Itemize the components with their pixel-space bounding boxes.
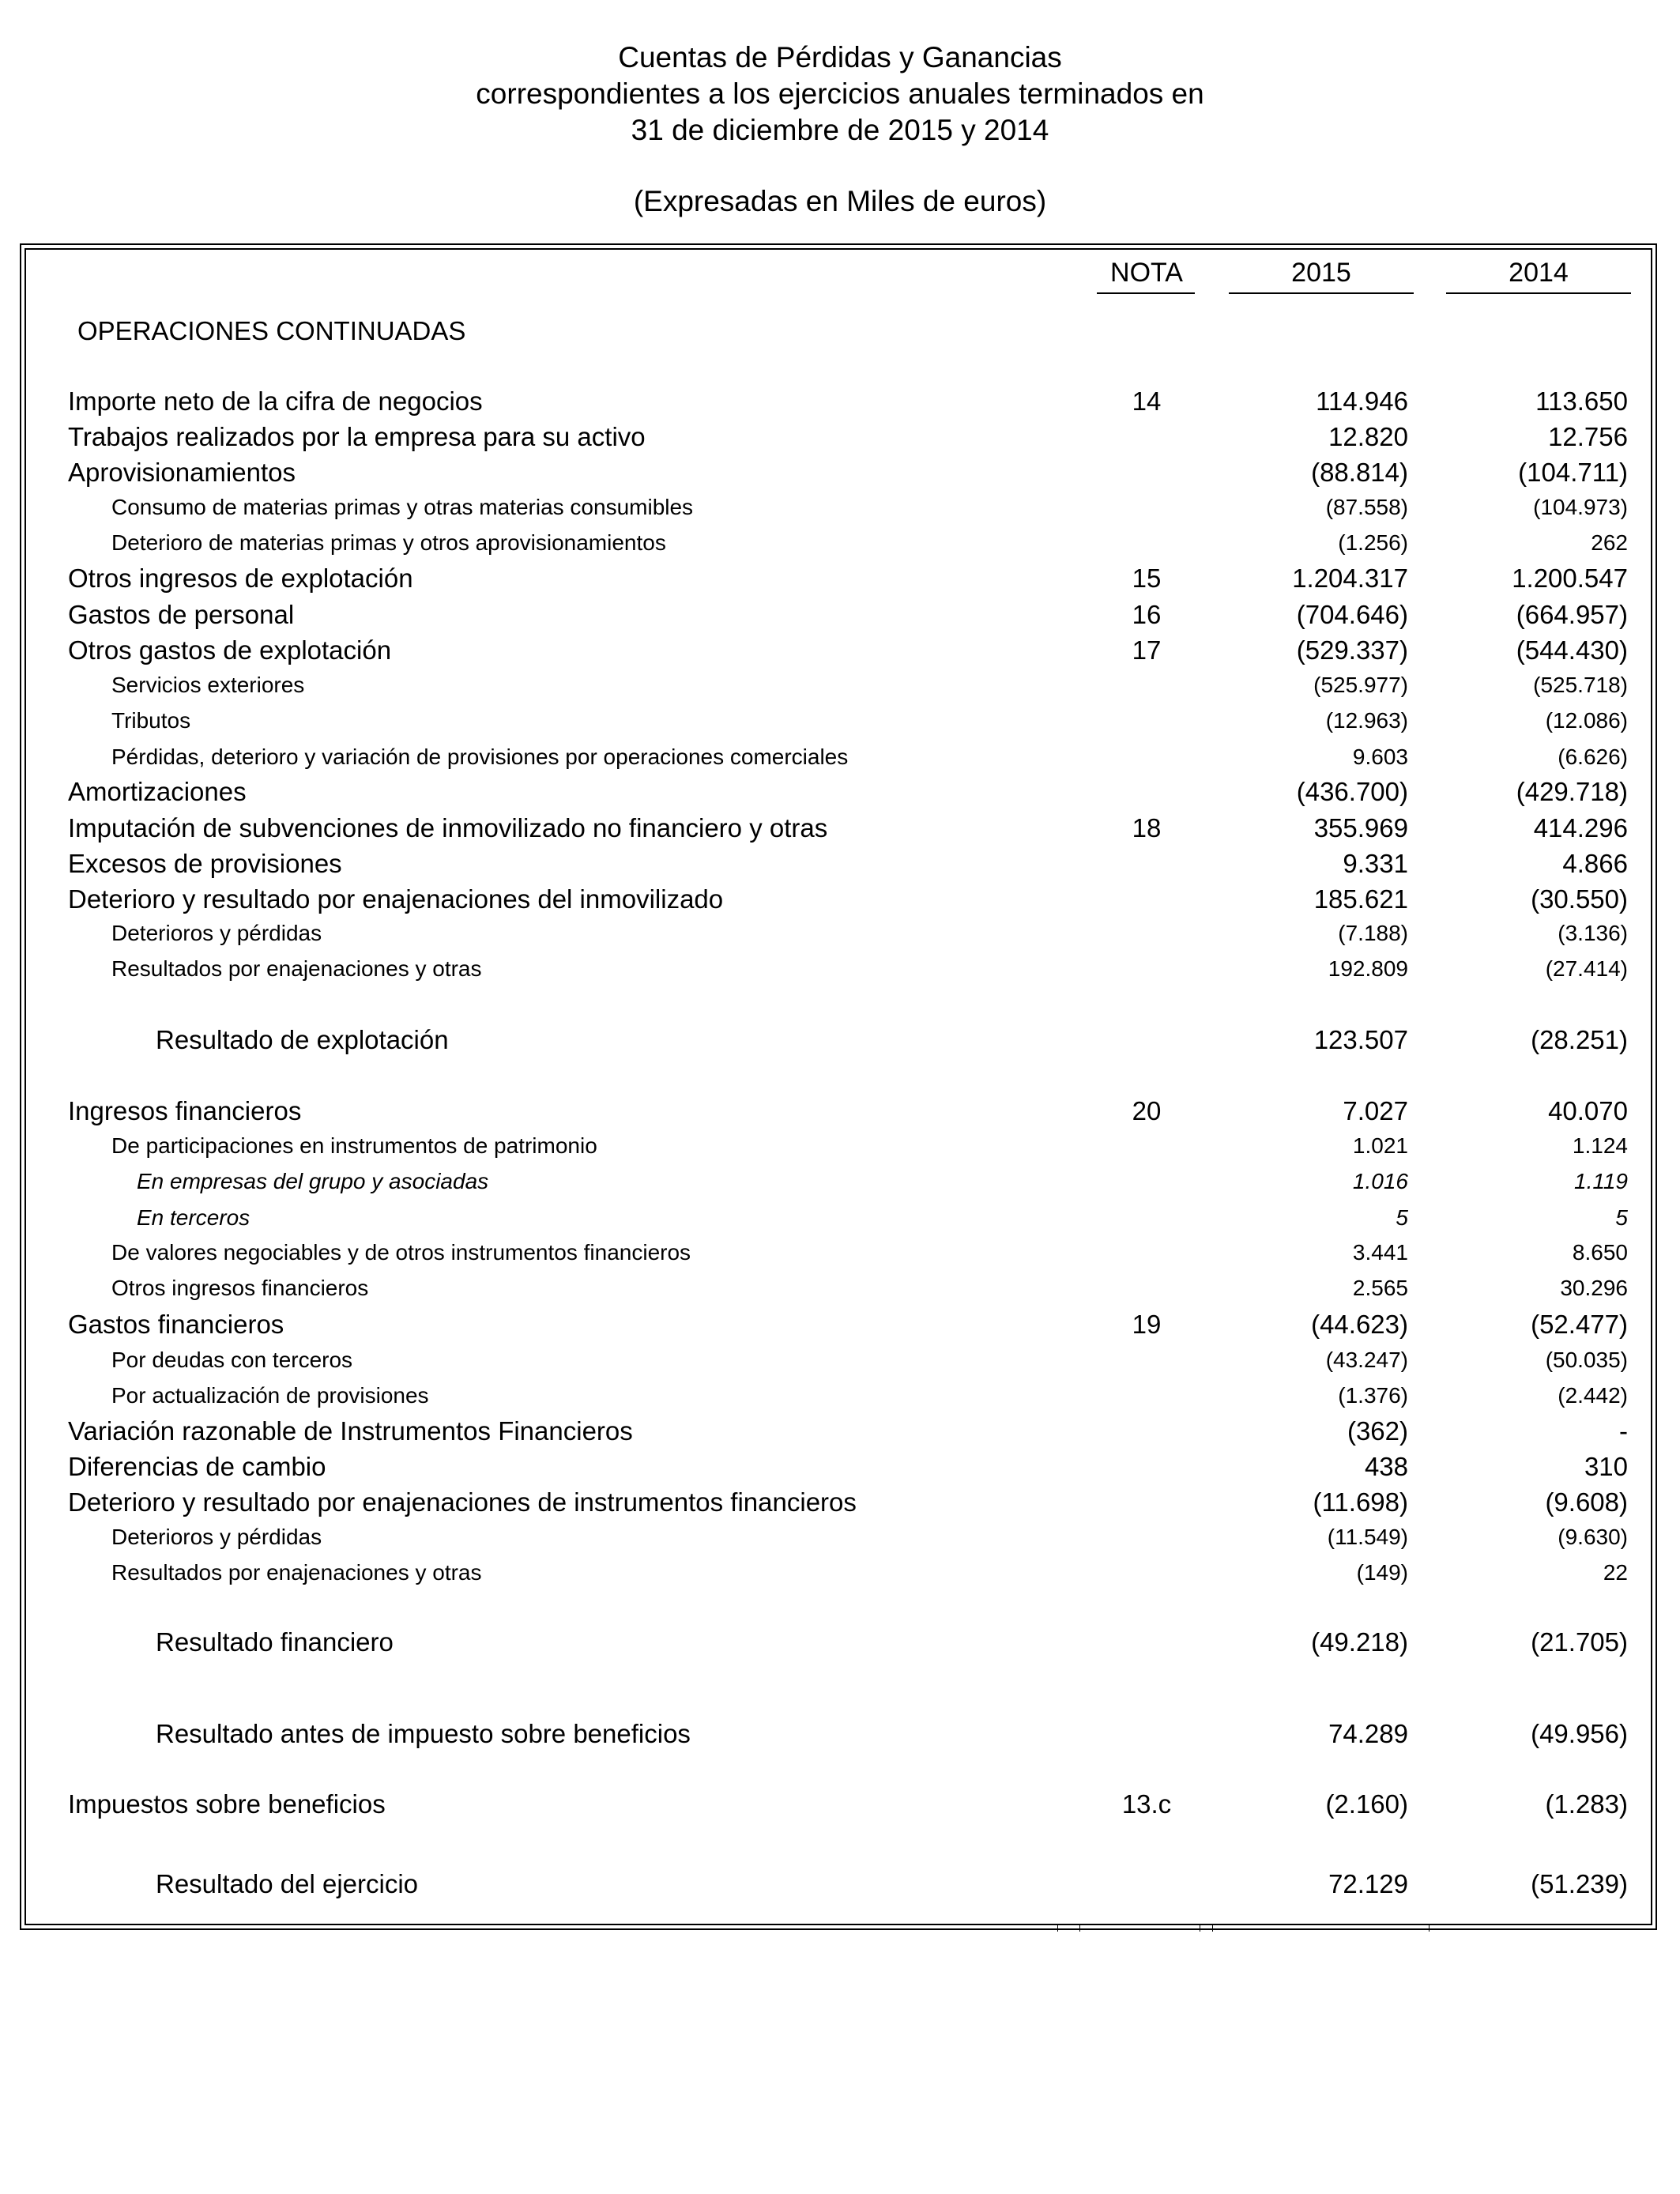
table-row [0, 386, 1680, 421]
row-label: De valores negociables y de otros instrumentos financieros [111, 1240, 691, 1265]
row-label: Otros ingresos financieros [111, 1276, 369, 1300]
table-row [0, 1348, 1680, 1382]
row-value-2014: (429.718) [1516, 777, 1628, 806]
row-label: Pérdidas, deterioro y variación de provisiones por operaciones comerciales [111, 745, 849, 769]
table-row [0, 530, 1680, 565]
row-label: Importe neto de la cifra de negocios [68, 386, 483, 416]
row-value-2014: (12.086) [1545, 708, 1628, 733]
row-value-2014: (28.251) [1531, 1025, 1628, 1054]
row-value-2014: (51.239) [1531, 1869, 1628, 1898]
row-value-2014: 40.070 [1548, 1096, 1628, 1125]
row-value-2015: (12.963) [1325, 708, 1408, 733]
row-value-2015: 1.021 [1352, 1133, 1408, 1158]
row-label: Resultados por enajenaciones y otras [111, 1560, 482, 1585]
row-label: Deterioro de materias primas y otros aprovisionamientos [111, 530, 666, 555]
column-tick [1429, 1925, 1430, 1932]
doc-subtitle: (Expresadas en Miles de euros) [633, 185, 1047, 217]
row-value-2014: - [1619, 1416, 1628, 1446]
row-label: De participaciones en instrumentos de patrimonio [111, 1133, 597, 1158]
table-row [0, 1869, 1680, 1904]
column-header-2014-underline [1446, 292, 1631, 294]
row-label: En empresas del grupo y asociadas [137, 1169, 489, 1193]
row-label: Variación razonable de Instrumentos Financieros [68, 1416, 633, 1446]
row-value-2014: 1.200.547 [1512, 564, 1628, 593]
row-label: Deterioros y pérdidas [111, 1525, 322, 1549]
row-label: En terceros [137, 1205, 250, 1230]
row-label: Trabajos realizados por la empresa para su activo [68, 422, 646, 451]
row-value-2014: (52.477) [1531, 1310, 1628, 1339]
table-row [0, 1452, 1680, 1487]
row-value-2015: 7.027 [1343, 1096, 1408, 1125]
row-value-2014: (21.705) [1531, 1627, 1628, 1657]
row-value-2015: (1.376) [1338, 1383, 1408, 1408]
row-value-2015: 114.946 [1316, 386, 1408, 416]
row-value-2014: 414.296 [1533, 813, 1628, 843]
row-value-2015: 1.204.317 [1292, 564, 1408, 593]
row-value-2014: 310 [1584, 1452, 1628, 1481]
table-row [0, 956, 1680, 991]
row-value-2014: (9.608) [1545, 1487, 1628, 1517]
table-row [0, 1525, 1680, 1559]
table-row [0, 1205, 1680, 1240]
row-value-2015: (88.814) [1311, 458, 1408, 487]
column-tick [1057, 1925, 1058, 1932]
row-label: Resultado de explotación [156, 1025, 449, 1054]
row-label: Amortizaciones [68, 777, 247, 806]
row-value-2014: (104.711) [1518, 458, 1628, 487]
row-value-2015: (49.218) [1311, 1627, 1408, 1657]
row-label: Deterioro y resultado por enajenaciones del inmovilizado [68, 884, 724, 914]
row-value-2014: (664.957) [1516, 600, 1628, 629]
row-label: Imputación de subvenciones de inmovilizado no financiero y otras [68, 813, 828, 843]
row-label: Por actualización de provisiones [111, 1383, 429, 1408]
row-value-2015: (525.977) [1313, 673, 1408, 697]
row-value-2014: 5 [1615, 1205, 1628, 1230]
table-row [0, 1169, 1680, 1204]
row-value-2014: 22 [1603, 1560, 1628, 1585]
row-value-2015: 355.969 [1313, 813, 1408, 843]
row-value-2015: (11.549) [1327, 1525, 1408, 1549]
row-nota: 18 [1132, 813, 1162, 843]
column-tick [1212, 1925, 1213, 1932]
table-row [0, 745, 1680, 779]
row-value-2014: 1.119 [1574, 1169, 1628, 1193]
row-value-2014: (2.442) [1558, 1383, 1628, 1408]
row-value-2015: (44.623) [1311, 1310, 1408, 1339]
row-label: Diferencias de cambio [68, 1452, 326, 1481]
table-row [0, 1310, 1680, 1344]
table-row [0, 564, 1680, 598]
row-value-2014: (525.718) [1533, 673, 1628, 697]
row-label: Gastos de personal [68, 600, 295, 629]
row-value-2015: 192.809 [1328, 956, 1408, 981]
table-row [0, 458, 1680, 492]
row-label: Otros gastos de explotación [68, 635, 392, 665]
row-label: Deterioros y pérdidas [111, 921, 322, 945]
column-header-nota-underline [1097, 292, 1195, 294]
row-value-2014: (9.630) [1558, 1525, 1628, 1549]
row-value-2015: 72.129 [1328, 1869, 1408, 1898]
column-header-2014: 2014 [1509, 258, 1569, 288]
row-value-2014: 262 [1591, 530, 1628, 555]
row-label: Por deudas con terceros [111, 1348, 353, 1372]
doc-title-line-1: Cuentas de Pérdidas y Ganancias [618, 41, 1062, 74]
row-nota: 15 [1132, 564, 1162, 593]
row-value-2014: (1.283) [1545, 1789, 1628, 1819]
row-value-2015: 9.603 [1352, 745, 1408, 769]
table-row [0, 921, 1680, 956]
row-value-2015: 185.621 [1313, 884, 1408, 914]
doc-title-line-2: correspondientes a los ejercicios anuales terminados en [476, 77, 1204, 110]
row-value-2015: 1.016 [1352, 1169, 1408, 1193]
row-value-2015: (1.256) [1338, 530, 1408, 555]
table-row [0, 849, 1680, 884]
row-value-2015: (529.337) [1296, 635, 1408, 665]
table-row [0, 708, 1680, 743]
table-row [0, 1276, 1680, 1310]
row-nota: 20 [1132, 1096, 1162, 1125]
row-value-2015: 74.289 [1328, 1719, 1408, 1748]
row-value-2015: (362) [1347, 1416, 1408, 1446]
row-value-2015: 3.441 [1352, 1240, 1408, 1265]
row-nota: 19 [1132, 1310, 1162, 1339]
table-row [0, 1789, 1680, 1824]
row-label: Consumo de materias primas y otras materias consumibles [111, 495, 694, 519]
row-value-2015: (43.247) [1325, 1348, 1408, 1372]
row-label: Excesos de provisiones [68, 849, 342, 878]
row-value-2015: 438 [1364, 1452, 1408, 1481]
column-header-nota: NOTA [1110, 258, 1183, 288]
row-value-2015: (704.646) [1296, 600, 1408, 629]
row-label: Aprovisionamientos [68, 458, 296, 487]
row-value-2015: (436.700) [1296, 777, 1408, 806]
row-value-2014: (544.430) [1516, 635, 1628, 665]
section-heading: OPERACIONES CONTINUADAS [77, 316, 466, 345]
column-header-2015-underline [1229, 292, 1414, 294]
row-value-2015: 2.565 [1352, 1276, 1408, 1300]
row-nota: 17 [1132, 635, 1162, 665]
row-label: Deterioro y resultado por enajenaciones de instrumentos financieros [68, 1487, 857, 1517]
table-row [0, 422, 1680, 457]
row-nota: 13.c [1121, 1789, 1172, 1819]
row-value-2014: (3.136) [1558, 921, 1628, 945]
row-label: Gastos financieros [68, 1310, 284, 1339]
row-value-2015: 12.820 [1328, 422, 1408, 451]
row-value-2014: (104.973) [1533, 495, 1628, 519]
row-value-2014: 8.650 [1572, 1240, 1628, 1265]
row-value-2015: (87.558) [1325, 495, 1408, 519]
row-nota: 14 [1132, 386, 1162, 416]
row-value-2015: (11.698) [1313, 1487, 1408, 1517]
row-label: Resultado financiero [156, 1627, 394, 1657]
table-row [0, 1627, 1680, 1662]
row-label: Tributos [111, 708, 191, 733]
row-value-2015: 123.507 [1313, 1025, 1408, 1054]
column-header-2015: 2015 [1291, 258, 1351, 288]
row-label: Resultado antes de impuesto sobre beneficios [156, 1719, 691, 1748]
table-row [0, 1025, 1680, 1060]
row-label: Resultado del ejercicio [156, 1869, 419, 1898]
row-label: Resultados por enajenaciones y otras [111, 956, 482, 981]
table-row [0, 884, 1680, 919]
table-row [0, 495, 1680, 530]
table-row [0, 1719, 1680, 1754]
row-label: Otros ingresos de explotación [68, 564, 413, 593]
table-row [0, 813, 1680, 848]
table-row [0, 1487, 1680, 1522]
row-nota: 16 [1132, 600, 1162, 629]
doc-title-line-3: 31 de diciembre de 2015 y 2014 [631, 114, 1049, 146]
row-label: Servicios exteriores [111, 673, 305, 697]
row-value-2014: (49.956) [1531, 1719, 1628, 1748]
row-value-2015: 9.331 [1343, 849, 1408, 878]
table-row [0, 1096, 1680, 1131]
row-value-2014: (6.626) [1558, 745, 1628, 769]
table-row [0, 600, 1680, 635]
table-row [0, 1240, 1680, 1275]
row-label: Impuestos sobre beneficios [68, 1789, 386, 1819]
row-value-2014: 1.124 [1572, 1133, 1628, 1158]
row-value-2014: (27.414) [1545, 956, 1628, 981]
table-row [0, 1560, 1680, 1595]
table-row [0, 635, 1680, 670]
row-value-2015: (149) [1356, 1560, 1408, 1585]
row-value-2015: (2.160) [1325, 1789, 1408, 1819]
row-value-2014: 113.650 [1535, 386, 1628, 416]
row-value-2014: 4.866 [1562, 849, 1628, 878]
table-row [0, 673, 1680, 707]
table-row [0, 1383, 1680, 1418]
row-label: Ingresos financieros [68, 1096, 302, 1125]
table-row [0, 1416, 1680, 1451]
row-value-2015: (7.188) [1338, 921, 1408, 945]
row-value-2014: (50.035) [1545, 1348, 1628, 1372]
table-row [0, 1133, 1680, 1168]
row-value-2014: (30.550) [1531, 884, 1628, 914]
row-value-2015: 5 [1396, 1205, 1408, 1230]
table-row [0, 777, 1680, 812]
row-value-2014: 12.756 [1548, 422, 1628, 451]
row-value-2014: 30.296 [1560, 1276, 1628, 1300]
column-tick [1079, 1925, 1080, 1932]
